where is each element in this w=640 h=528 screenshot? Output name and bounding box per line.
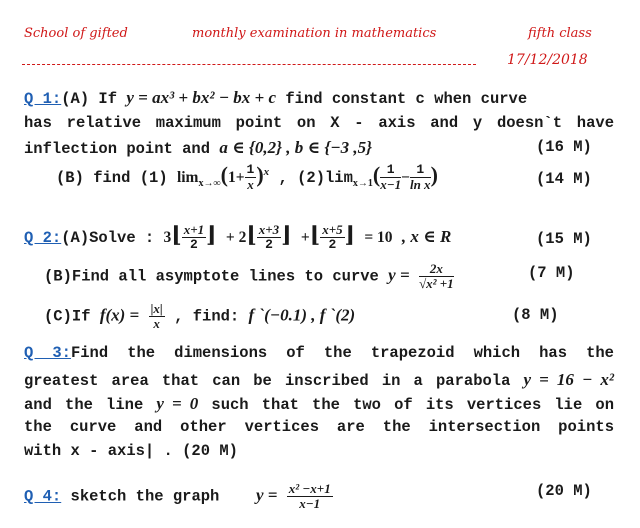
q2-label: Q 2:: [24, 229, 62, 247]
q1-b-part2: , (2)lim: [278, 169, 353, 187]
q4-frac: $\frac{\text{x² −x+1}}{x-1}$: [288, 481, 331, 511]
q2-b-frac: $\frac{2x}{\text{√x² +1}}$: [418, 261, 454, 291]
q1-line3-math: a ∈ {0,2} , b ∈ {−3 ,5}: [219, 138, 372, 157]
exam-date: 17/12/2018: [507, 52, 588, 68]
q2-a-tail: = 10: [364, 229, 393, 246]
q4-y: y =: [255, 485, 278, 505]
q2-a-domain: , x ∈ R: [401, 227, 452, 246]
q1-a-rest: find constant c when curve: [285, 90, 528, 108]
q4-line: [24, 482, 333, 511]
q3-line2: [24, 370, 614, 390]
q2-a-line: Q 2:(A)Solve : 3⌊ $\frac{x+1}{2}$ ⌋ + 2⌊ $\frac{x+3}{2}$ ⌋ +⌊ $\frac{x+5}{2}$ ⌋ = 10 , x ∈ R: [24, 222, 452, 253]
exam-title: monthly examination in mathematics: [192, 26, 437, 41]
q3-line3-b: such that the two of its vertices lie on: [211, 396, 614, 414]
q2-c-text: (C)If: [44, 307, 91, 326]
q3-line-eq: y = 0: [156, 394, 199, 413]
q2-c-line: [44, 302, 355, 331]
q1-b-line: (B) find (1) $\lim_{x\to\infty}(1+$ $\frac{1}{x}$ )$^x$ , $(2)\lim_{x\to 1}$( $\frac{1}{x-1}$ − $\frac{1}{\text{ln x}}$ ): [56, 162, 438, 193]
q2-c-find: , find:: [174, 307, 240, 326]
q4-text: sketch the graph: [70, 487, 220, 506]
q1-b-inner-frac: $\frac{1}{x}$: [246, 162, 255, 193]
q2-c-vals: f `(−0.1) , f `(2): [248, 305, 356, 325]
q2-a-marks: (15 M): [536, 230, 592, 248]
class-label: fifth class: [528, 26, 592, 41]
q2-coef1: 3: [163, 229, 172, 246]
q2-frac2: $\frac{x+3}{2}$: [258, 222, 280, 253]
q1-b-exp: x: [263, 166, 270, 178]
q3-line3: [24, 394, 614, 414]
q3-parabola: y = 16 − x²: [523, 370, 614, 389]
q1-line3-text: inflection point and: [24, 140, 211, 158]
q2-coef2: + 2: [225, 229, 247, 246]
q1-b-marks: (14 M): [536, 170, 592, 188]
q1-a-marks: (16 M): [536, 138, 592, 156]
q1-line2: has relative maximum point on X - axis and y doesn`t have: [24, 114, 614, 132]
q3-label: Q 3:: [24, 344, 71, 362]
q1-b-lim1: lim: [176, 169, 199, 186]
q1-line1: [24, 88, 614, 108]
q1-b-lim1-sub: x→∞: [198, 178, 221, 189]
q2-frac1: $\frac{x+1}{2}$: [183, 222, 205, 253]
q1-b-frac1: $\frac{1}{x-1}$: [380, 162, 402, 193]
q2-b-marks: (7 M): [528, 264, 575, 282]
q3-line1-text: Find the dimensions of the trapezoid which has the: [70, 344, 614, 362]
q2-c-marks: (8 M): [512, 306, 559, 324]
q2-c-f: f(x) =: [99, 305, 140, 325]
q1-label: Q 1:: [24, 90, 62, 108]
q2-b-text: (B)Find all asymptote lines to curve: [44, 267, 379, 286]
q3-line3-a: and the line: [24, 396, 144, 414]
q2-b-line: [44, 262, 454, 291]
q3-line5: with x - axis| . (20 M): [24, 442, 238, 460]
school-name: School of gifted: [24, 26, 128, 41]
q2-a-text: (A)Solve :: [61, 229, 155, 247]
q3-line1: [24, 344, 614, 362]
q2-b-y: y =: [388, 265, 410, 285]
q1-line3: [24, 138, 372, 158]
q4-label: Q 4:: [24, 487, 62, 506]
q1-b-frac2: $\frac{1}{\text{ln x}}$: [409, 162, 431, 193]
q1-a-prefix: (A) If: [61, 90, 118, 108]
q1-equation: y = ax³ + bx² − bx + c: [126, 88, 276, 107]
header-divider: [22, 64, 476, 65]
q3-line4: the curve and other vertices are the intersection points: [24, 418, 614, 436]
q2-c-frac: $\frac{|x|}{x}$: [150, 301, 163, 331]
q1-b-lim2-sub: x→1: [352, 178, 373, 189]
q4-marks: (20 M): [536, 482, 592, 500]
q2-frac3: $\frac{x+5}{2}$: [322, 222, 343, 253]
q1-b-text: (B) find (1): [56, 169, 168, 187]
q3-line2-text: greatest area that can be inscribed in a parabola: [24, 372, 511, 390]
